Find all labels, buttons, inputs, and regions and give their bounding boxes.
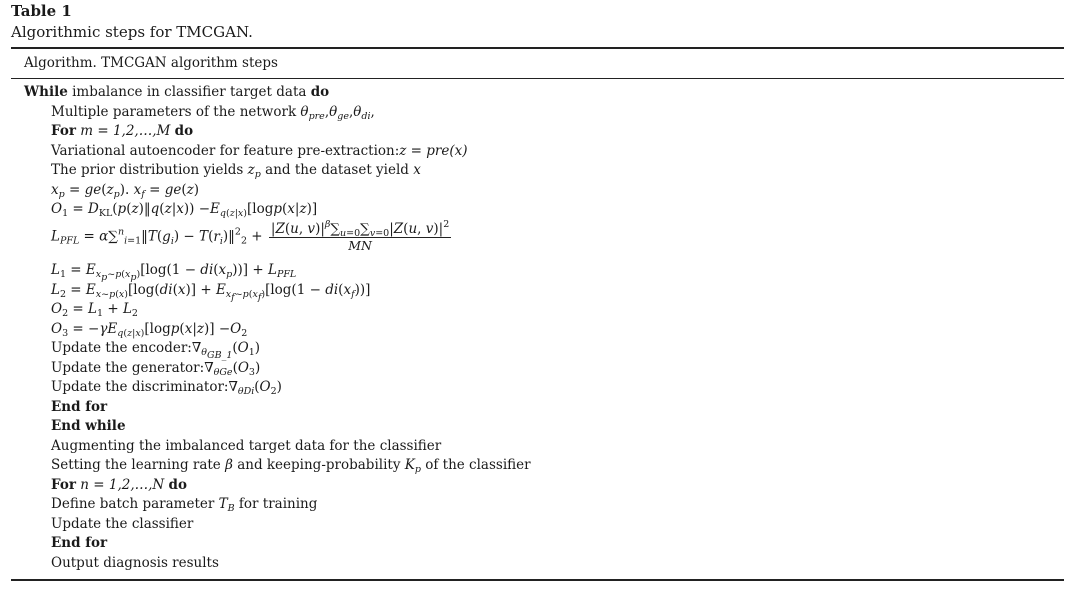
vae-text: Variational autoencoder for feature pre-extraction: xyxy=(51,142,400,159)
lr-text-b: and keeping-probability xyxy=(232,457,405,473)
update-discriminator-text: Update the discriminator: xyxy=(51,379,229,395)
lr-k-sub: p xyxy=(414,464,421,475)
for-n-range: n = 1,2,…,N xyxy=(80,476,165,493)
lr-text-c: of the classifier xyxy=(420,457,531,473)
prior-text-a: The prior distribution yields xyxy=(51,162,248,178)
do-keyword: do xyxy=(310,84,330,100)
lr-text-a: Setting the learning rate xyxy=(51,457,226,473)
output-line: Output diagnosis results xyxy=(51,554,219,571)
xp-formula-line: $x_p = ge(z_p)$. $x_f = ge(z)$ xyxy=(51,181,200,200)
for-n-line xyxy=(51,476,187,494)
l2-formula-line: $L_2 = E_{x\sim p(x)}[\log(di(x)] + E_{x_f\sim p(x_f)}[\log(1 - di(x_f))]$ xyxy=(51,281,371,303)
for-n-keyword: For xyxy=(51,476,76,493)
batch-text-b: for training xyxy=(234,496,318,512)
end-while: End while xyxy=(51,418,126,434)
update-generator-text: Update the generator: xyxy=(51,359,205,376)
o1-formula-line: $O_1$ = $D_{KL}(p(z)‖q(z|x)) -E_{q(z|x)}[\log p(x|z)]$ xyxy=(51,201,318,219)
batch-t: T xyxy=(218,496,228,512)
while-line xyxy=(24,83,329,101)
while-keyword: While xyxy=(24,84,68,100)
lpfl-formula-line: $L_{PFL}$ = $\alpha\sum^n_{i=1}‖T(g_i)$ − $T(r_i)‖^2_2$ + $\frac{|Z(u, v)|^\beta\sum_{u=0}\sum_{v=0}|Z(u, v)|^2}{MN}$ xyxy=(51,219,450,253)
prior-sub: p xyxy=(254,169,261,180)
update-encoder-line: Update the $encoder:\nabla_{\theta_{GB\_1}}(O_1)$ xyxy=(51,340,261,361)
bottom-rule xyxy=(11,579,1064,581)
params-text: Multiple parameters of the network xyxy=(51,103,301,120)
update-discriminator-line: Update the $discriminator:\nabla_{\theta Di}(O_2)$ xyxy=(51,379,282,397)
for-m-range: m = 1,2,…,M xyxy=(80,123,171,139)
batch-line xyxy=(51,495,317,513)
update-classifier-line: Update the classifier xyxy=(51,515,194,532)
while-condition: imbalance in classifier target data xyxy=(67,84,311,100)
vae-line xyxy=(51,142,468,160)
prior-var: z xyxy=(247,162,255,178)
end-for-1: End for xyxy=(51,398,108,415)
update-generator-line: Update the $generator:\nabla_{\theta Ge}(O_3)$ xyxy=(51,359,261,378)
end-for-2: End for xyxy=(51,535,108,551)
update-encoder-text: Update the encoder: xyxy=(51,340,192,356)
top-rule xyxy=(11,47,1064,49)
prior-x: x xyxy=(413,162,421,178)
for-n-do-keyword: do xyxy=(168,476,187,493)
l1-formula-line: $L_1 = E_{x_p\sim p(x_p)}[\log(1 - di(x_p))] + L_{PFL}$ xyxy=(51,262,297,283)
vae-formula: z = pre(x) xyxy=(399,142,468,159)
for-m-line xyxy=(51,122,193,140)
batch-sub: B xyxy=(227,503,235,514)
augment-line: Augmenting the imbalanced target data for the classifier xyxy=(51,437,442,454)
learning-rate-line xyxy=(51,456,531,474)
lr-k: K xyxy=(404,457,415,473)
lr-beta: β xyxy=(225,457,233,473)
o2-formula-line: $O_2 = L_1 + L_2$ xyxy=(51,301,138,319)
batch-text: Define batch parameter xyxy=(51,496,219,512)
for-do-keyword: do xyxy=(174,123,194,139)
lpfl-fraction: $\frac{|Z(u, v)|^\beta\sum_{u=0}\sum_{v=0}|Z(u, v)|^2}{MN}$ xyxy=(270,219,450,253)
table-label: Table 1 xyxy=(11,2,72,20)
for-keyword: For xyxy=(51,123,76,139)
params-line: Multiple parameters of the network $\theta_{pre},\theta_{ge},\theta_{di}$, xyxy=(51,103,375,122)
prior-text-b: and the dataset yield xyxy=(260,162,414,178)
o3-formula-line: $O_3 = -\gamma E_{q(z|x)}[\log p(x|z)] -O_2$ xyxy=(51,320,248,339)
header-rule xyxy=(11,78,1064,79)
algorithm-header: Algorithm. TMCGAN algorithm steps xyxy=(24,55,278,71)
prior-line xyxy=(51,161,421,179)
table-caption: Algorithmic steps for TMCGAN. xyxy=(11,23,253,41)
